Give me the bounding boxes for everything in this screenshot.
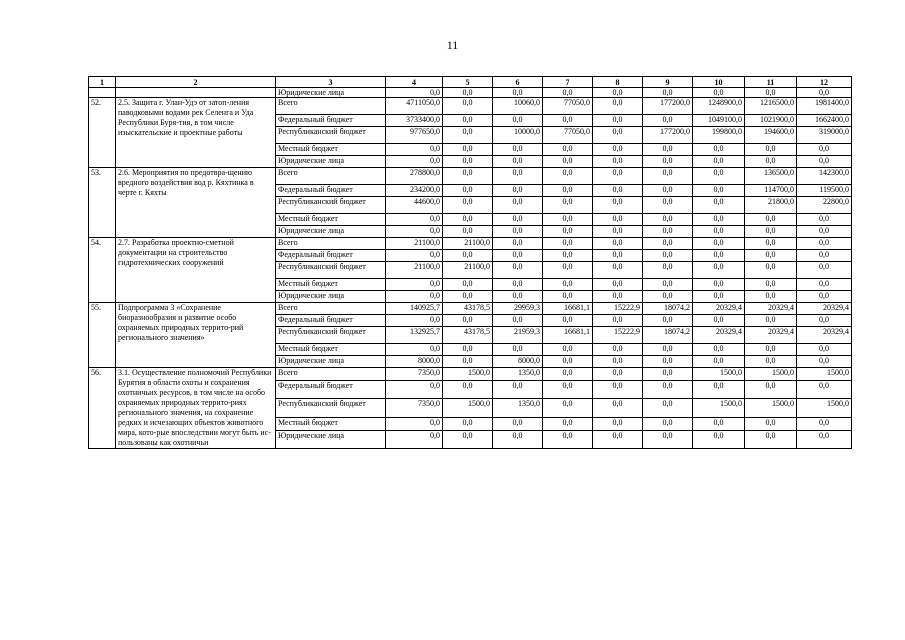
value-cell: 0,0 <box>543 291 593 303</box>
value-cell: 0,0 <box>693 356 745 368</box>
value-cell: 194600,0 <box>745 127 797 144</box>
value-cell: 0,0 <box>693 291 745 303</box>
value-cell: 0,0 <box>693 315 745 327</box>
value-cell: 234200,0 <box>386 185 443 197</box>
value-cell: 0,0 <box>543 168 593 185</box>
value-cell: 0,0 <box>443 214 493 226</box>
value-cell: 0,0 <box>643 368 693 381</box>
value-cell: 136500,0 <box>745 168 797 185</box>
funding-source: Федеральный бюджет <box>276 185 386 197</box>
value-cell: 1500,0 <box>693 368 745 381</box>
value-cell: 0,0 <box>543 368 593 381</box>
value-cell: 0,0 <box>593 344 643 356</box>
funding-source: Местный бюджет <box>276 279 386 291</box>
value-cell: 0,0 <box>797 262 852 279</box>
row-number: 52. <box>89 98 116 168</box>
value-cell: 0,0 <box>643 214 693 226</box>
funding-source: Всего <box>276 238 386 250</box>
value-cell: 0,0 <box>543 250 593 262</box>
value-cell: 0,0 <box>593 88 643 98</box>
value-cell: 0,0 <box>693 430 745 448</box>
value-cell: 10060,0 <box>493 98 543 115</box>
funding-source: Всего <box>276 168 386 185</box>
header-cell: 2 <box>116 77 276 88</box>
value-cell: 0,0 <box>593 430 643 448</box>
measure-name: 2.7. Разработка проектно-сметной документации на строительство гидротехнических сооружений <box>116 238 276 303</box>
row-number: 56. <box>89 368 116 449</box>
measure-name: 2.5. Защита г. Улан-Удэ от затоп-ления паводковыми водами рек Селенга и Уда Республики Буря-тия, в том числе изыскательские и проектные работы <box>116 98 276 168</box>
value-cell: 0,0 <box>543 279 593 291</box>
value-cell: 0,0 <box>797 380 852 398</box>
value-cell: 0,0 <box>593 185 643 197</box>
value-cell: 15222,9 <box>593 303 643 315</box>
value-cell: 0,0 <box>443 226 493 238</box>
funding-source: Федеральный бюджет <box>276 250 386 262</box>
funding-source: Республиканский бюджет <box>276 127 386 144</box>
funding-source: Юридические лица <box>276 156 386 168</box>
value-cell: 0,0 <box>693 238 745 250</box>
value-cell: 0,0 <box>443 344 493 356</box>
measure-name: 3.1. Осуществление полномочий Республики Бурятия в области охоты и сохранения охотничьих ресурсов, в том числе на особо охраняемых природных террито-риях регионального значения, на сохранение редких и исчезающих объектов животного мира, кото-рые впоследствии могут быть ис-пользованы как охотничьи <box>116 368 276 449</box>
value-cell: 199800,0 <box>693 127 745 144</box>
value-cell: 7350,0 <box>386 399 443 417</box>
table-row <box>89 88 852 98</box>
row-number: 54. <box>89 238 116 303</box>
value-cell: 278800,0 <box>386 168 443 185</box>
value-cell: 0,0 <box>386 430 443 448</box>
value-cell: 21100,0 <box>443 262 493 279</box>
value-cell: 0,0 <box>386 315 443 327</box>
value-cell: 0,0 <box>693 417 745 430</box>
value-cell: 43178,5 <box>443 327 493 344</box>
value-cell: 0,0 <box>745 417 797 430</box>
value-cell: 0,0 <box>443 127 493 144</box>
funding-source: Местный бюджет <box>276 344 386 356</box>
value-cell: 0,0 <box>745 430 797 448</box>
value-cell: 977650,0 <box>386 127 443 144</box>
header-cell: 11 <box>745 77 797 88</box>
value-cell: 20329,4 <box>745 327 797 344</box>
value-cell: 0,0 <box>543 399 593 417</box>
value-cell: 0,0 <box>643 356 693 368</box>
value-cell: 0,0 <box>693 168 745 185</box>
value-cell: 0,0 <box>745 88 797 98</box>
value-cell: 0,0 <box>643 156 693 168</box>
funding-source: Юридические лица <box>276 291 386 303</box>
funding-source: Местный бюджет <box>276 214 386 226</box>
value-cell: 0,0 <box>693 250 745 262</box>
value-cell: 0,0 <box>493 291 543 303</box>
value-cell: 1049100,0 <box>693 115 745 127</box>
value-cell: 0,0 <box>693 156 745 168</box>
value-cell: 0,0 <box>797 279 852 291</box>
value-cell: 0,0 <box>643 315 693 327</box>
value-cell: 1350,0 <box>493 399 543 417</box>
value-cell: 0,0 <box>386 279 443 291</box>
value-cell: 0,0 <box>797 344 852 356</box>
row-number: 55. <box>89 303 116 368</box>
value-cell: 0,0 <box>643 168 693 185</box>
value-cell: 0,0 <box>386 226 443 238</box>
value-cell: 0,0 <box>493 279 543 291</box>
value-cell: 0,0 <box>745 315 797 327</box>
value-cell: 0,0 <box>693 88 745 98</box>
value-cell: 0,0 <box>797 315 852 327</box>
value-cell: 0,0 <box>643 430 693 448</box>
value-cell: 0,0 <box>543 144 593 156</box>
value-cell: 0,0 <box>443 250 493 262</box>
value-cell: 177200,0 <box>643 98 693 115</box>
value-cell: 44600,0 <box>386 197 443 214</box>
value-cell: 0,0 <box>745 144 797 156</box>
value-cell: 0,0 <box>386 344 443 356</box>
funding-source: Местный бюджет <box>276 417 386 430</box>
value-cell: 16681,1 <box>543 327 593 344</box>
value-cell: 0,0 <box>643 185 693 197</box>
value-cell: 140925,7 <box>386 303 443 315</box>
value-cell: 0,0 <box>643 238 693 250</box>
value-cell: 8000,0 <box>386 356 443 368</box>
value-cell: 0,0 <box>593 98 643 115</box>
value-cell: 21100,0 <box>386 262 443 279</box>
value-cell: 0,0 <box>493 197 543 214</box>
value-cell: 0,0 <box>745 250 797 262</box>
value-cell: 0,0 <box>593 127 643 144</box>
funding-source: Юридические лица <box>276 430 386 448</box>
value-cell: 0,0 <box>493 88 543 98</box>
value-cell: 0,0 <box>543 156 593 168</box>
value-cell: 0,0 <box>797 238 852 250</box>
value-cell: 0,0 <box>693 226 745 238</box>
value-cell: 0,0 <box>643 344 693 356</box>
value-cell: 20329,4 <box>797 303 852 315</box>
value-cell: 0,0 <box>745 262 797 279</box>
value-cell: 0,0 <box>593 417 643 430</box>
table-row <box>89 368 852 381</box>
value-cell: 0,0 <box>386 214 443 226</box>
value-cell: 0,0 <box>443 291 493 303</box>
value-cell: 0,0 <box>543 238 593 250</box>
table-body <box>89 88 852 449</box>
name-cell <box>116 88 276 98</box>
value-cell: 21800,0 <box>745 197 797 214</box>
value-cell: 0,0 <box>593 168 643 185</box>
value-cell: 0,0 <box>493 238 543 250</box>
value-cell: 0,0 <box>745 356 797 368</box>
value-cell: 0,0 <box>386 417 443 430</box>
funding-source: Федеральный бюджет <box>276 115 386 127</box>
value-cell: 0,0 <box>643 115 693 127</box>
table-row <box>89 303 852 315</box>
value-cell: 0,0 <box>443 144 493 156</box>
value-cell: 119500,0 <box>797 185 852 197</box>
value-cell: 0,0 <box>443 380 493 398</box>
value-cell: 0,0 <box>693 185 745 197</box>
value-cell: 18074,2 <box>643 327 693 344</box>
funding-source: Юридические лица <box>276 226 386 238</box>
value-cell: 0,0 <box>693 197 745 214</box>
value-cell: 20329,4 <box>797 327 852 344</box>
funding-source: Всего <box>276 303 386 315</box>
value-cell: 0,0 <box>443 185 493 197</box>
value-cell: 0,0 <box>386 250 443 262</box>
value-cell: 3733400,0 <box>386 115 443 127</box>
value-cell: 0,0 <box>443 98 493 115</box>
header-cell: 7 <box>543 77 593 88</box>
funding-source: Местный бюджет <box>276 144 386 156</box>
value-cell: 0,0 <box>593 226 643 238</box>
funding-source: Юридические лица <box>276 356 386 368</box>
funding-source: Всего <box>276 368 386 381</box>
value-cell: 0,0 <box>593 315 643 327</box>
value-cell: 21959,3 <box>493 327 543 344</box>
value-cell: 0,0 <box>493 430 543 448</box>
value-cell: 0,0 <box>493 156 543 168</box>
value-cell: 0,0 <box>745 291 797 303</box>
value-cell: 0,0 <box>643 262 693 279</box>
value-cell: 0,0 <box>745 226 797 238</box>
value-cell: 0,0 <box>386 291 443 303</box>
value-cell: 0,0 <box>643 279 693 291</box>
budget-table <box>88 76 852 449</box>
value-cell: 8000,0 <box>493 356 543 368</box>
value-cell: 0,0 <box>797 156 852 168</box>
value-cell: 0,0 <box>543 380 593 398</box>
table-row <box>89 98 852 115</box>
value-cell: 1500,0 <box>797 368 852 381</box>
value-cell: 0,0 <box>745 279 797 291</box>
value-cell: 0,0 <box>543 344 593 356</box>
value-cell: 0,0 <box>593 380 643 398</box>
value-cell: 0,0 <box>593 214 643 226</box>
value-cell: 114700,0 <box>745 185 797 197</box>
value-cell: 4711050,0 <box>386 98 443 115</box>
value-cell: 0,0 <box>386 380 443 398</box>
value-cell: 0,0 <box>797 88 852 98</box>
table-row <box>89 168 852 185</box>
value-cell: 0,0 <box>593 356 643 368</box>
value-cell: 0,0 <box>593 144 643 156</box>
value-cell: 0,0 <box>643 226 693 238</box>
value-cell: 0,0 <box>593 279 643 291</box>
value-cell: 0,0 <box>593 197 643 214</box>
value-cell: 0,0 <box>443 88 493 98</box>
header-cell: 5 <box>443 77 493 88</box>
measure-name: 2.6. Мероприятия по предотвра-щению вредного воздействия вод р. Кяхтинка в черте г. Кяхты <box>116 168 276 238</box>
value-cell: 0,0 <box>493 226 543 238</box>
value-cell: 0,0 <box>543 356 593 368</box>
value-cell: 0,0 <box>443 279 493 291</box>
value-cell: 0,0 <box>493 144 543 156</box>
header-row <box>89 77 852 88</box>
value-cell: 0,0 <box>643 88 693 98</box>
value-cell: 0,0 <box>745 238 797 250</box>
value-cell: 0,0 <box>543 185 593 197</box>
value-cell: 0,0 <box>797 356 852 368</box>
page-number: 11 <box>446 38 459 52</box>
value-cell: 0,0 <box>493 262 543 279</box>
value-cell: 0,0 <box>593 368 643 381</box>
table-row <box>89 238 852 250</box>
value-cell: 0,0 <box>493 185 543 197</box>
value-cell: 21100,0 <box>386 238 443 250</box>
value-cell: 0,0 <box>593 115 643 127</box>
value-cell: 20329,4 <box>745 303 797 315</box>
value-cell: 1500,0 <box>745 368 797 381</box>
value-cell: 0,0 <box>643 380 693 398</box>
value-cell: 0,0 <box>443 356 493 368</box>
value-cell: 0,0 <box>543 115 593 127</box>
header-cell: 3 <box>276 77 386 88</box>
value-cell: 0,0 <box>797 250 852 262</box>
value-cell: 0,0 <box>543 262 593 279</box>
value-cell: 1500,0 <box>443 368 493 381</box>
value-cell: 0,0 <box>693 214 745 226</box>
value-cell: 0,0 <box>493 344 543 356</box>
value-cell: 77050,0 <box>543 98 593 115</box>
value-cell: 22800,0 <box>797 197 852 214</box>
num-cell <box>89 88 116 98</box>
funding-source: Всего <box>276 98 386 115</box>
value-cell: 16681,1 <box>543 303 593 315</box>
funding-source: Республиканский бюджет <box>276 197 386 214</box>
value-cell: 0,0 <box>797 214 852 226</box>
value-cell: 0,0 <box>443 115 493 127</box>
value-cell: 0,0 <box>593 291 643 303</box>
value-cell: 0,0 <box>643 250 693 262</box>
value-cell: 0,0 <box>643 399 693 417</box>
value-cell: 1350,0 <box>493 368 543 381</box>
value-cell: 177200,0 <box>643 127 693 144</box>
value-cell: 1500,0 <box>443 399 493 417</box>
funding-source: Федеральный бюджет <box>276 315 386 327</box>
value-cell: 0,0 <box>797 291 852 303</box>
value-cell: 1216500,0 <box>745 98 797 115</box>
value-cell: 0,0 <box>443 430 493 448</box>
value-cell: 0,0 <box>443 156 493 168</box>
value-cell: 0,0 <box>493 115 543 127</box>
value-cell: 0,0 <box>643 197 693 214</box>
value-cell: 20329,4 <box>693 303 745 315</box>
funding-source: Республиканский бюджет <box>276 262 386 279</box>
value-cell: 0,0 <box>543 315 593 327</box>
value-cell: 132925,7 <box>386 327 443 344</box>
header-cell: 1 <box>89 77 116 88</box>
header-cell: 8 <box>593 77 643 88</box>
value-cell: 0,0 <box>443 315 493 327</box>
value-cell: 0,0 <box>693 279 745 291</box>
value-cell: 0,0 <box>693 380 745 398</box>
funding-source: Федеральный бюджет <box>276 380 386 398</box>
value-cell: 0,0 <box>797 144 852 156</box>
value-cell: 0,0 <box>693 262 745 279</box>
value-cell: 0,0 <box>493 380 543 398</box>
value-cell: 0,0 <box>745 380 797 398</box>
value-cell: 0,0 <box>745 156 797 168</box>
value-cell: 1021900,0 <box>745 115 797 127</box>
value-cell: 0,0 <box>593 250 643 262</box>
value-cell: 43178,5 <box>443 303 493 315</box>
value-cell: 0,0 <box>386 144 443 156</box>
value-cell: 0,0 <box>543 430 593 448</box>
value-cell: 21100,0 <box>443 238 493 250</box>
funding-source: Республиканский бюджет <box>276 327 386 344</box>
header-cell: 12 <box>797 77 852 88</box>
value-cell: 0,0 <box>643 417 693 430</box>
value-cell: 0,0 <box>797 226 852 238</box>
value-cell: 0,0 <box>593 156 643 168</box>
value-cell: 15222,9 <box>593 327 643 344</box>
value-cell: 0,0 <box>543 226 593 238</box>
value-cell: 0,0 <box>543 88 593 98</box>
value-cell: 1248900,0 <box>693 98 745 115</box>
value-cell: 0,0 <box>745 214 797 226</box>
value-cell: 0,0 <box>493 417 543 430</box>
value-cell: 0,0 <box>593 399 643 417</box>
value-cell: 1500,0 <box>797 399 852 417</box>
value-cell: 1500,0 <box>693 399 745 417</box>
value-cell: 1981400,0 <box>797 98 852 115</box>
value-cell: 142300,0 <box>797 168 852 185</box>
value-cell: 1662400,0 <box>797 115 852 127</box>
value-cell: 0,0 <box>745 344 797 356</box>
value-cell: 319000,0 <box>797 127 852 144</box>
value-cell: 0,0 <box>543 417 593 430</box>
value-cell: 0,0 <box>443 197 493 214</box>
value-cell: 0,0 <box>493 214 543 226</box>
value-cell: 1500,0 <box>745 399 797 417</box>
value-cell: 0,0 <box>443 417 493 430</box>
value-cell: 0,0 <box>643 144 693 156</box>
value-cell: 0,0 <box>493 315 543 327</box>
value-cell: 0,0 <box>693 344 745 356</box>
source-cell: Юридические лица <box>276 88 386 98</box>
value-cell: 0,0 <box>493 168 543 185</box>
value-cell: 18074,2 <box>643 303 693 315</box>
value-cell: 0,0 <box>693 144 745 156</box>
value-cell: 0,0 <box>386 156 443 168</box>
header-cell: 10 <box>693 77 745 88</box>
value-cell: 0,0 <box>593 262 643 279</box>
measure-name: Подпрограмма 3 «Сохранение биоразнообразия и развитие особо охраняемых природных террито-рий регионального значения» <box>116 303 276 368</box>
value-cell: 29959,3 <box>493 303 543 315</box>
value-cell: 77050,0 <box>543 127 593 144</box>
value-cell: 7350,0 <box>386 368 443 381</box>
value-cell: 0,0 <box>543 214 593 226</box>
header-cell: 9 <box>643 77 693 88</box>
header-cell: 4 <box>386 77 443 88</box>
value-cell: 0,0 <box>543 197 593 214</box>
value-cell: 0,0 <box>797 417 852 430</box>
value-cell: 0,0 <box>643 291 693 303</box>
value-cell: 0,0 <box>386 88 443 98</box>
row-number: 53. <box>89 168 116 238</box>
value-cell: 0,0 <box>593 238 643 250</box>
header-cell: 6 <box>493 77 543 88</box>
value-cell: 0,0 <box>493 250 543 262</box>
funding-source: Республиканский бюджет <box>276 399 386 417</box>
value-cell: 0,0 <box>797 430 852 448</box>
value-cell: 10000,0 <box>493 127 543 144</box>
value-cell: 20329,4 <box>693 327 745 344</box>
value-cell: 0,0 <box>443 168 493 185</box>
